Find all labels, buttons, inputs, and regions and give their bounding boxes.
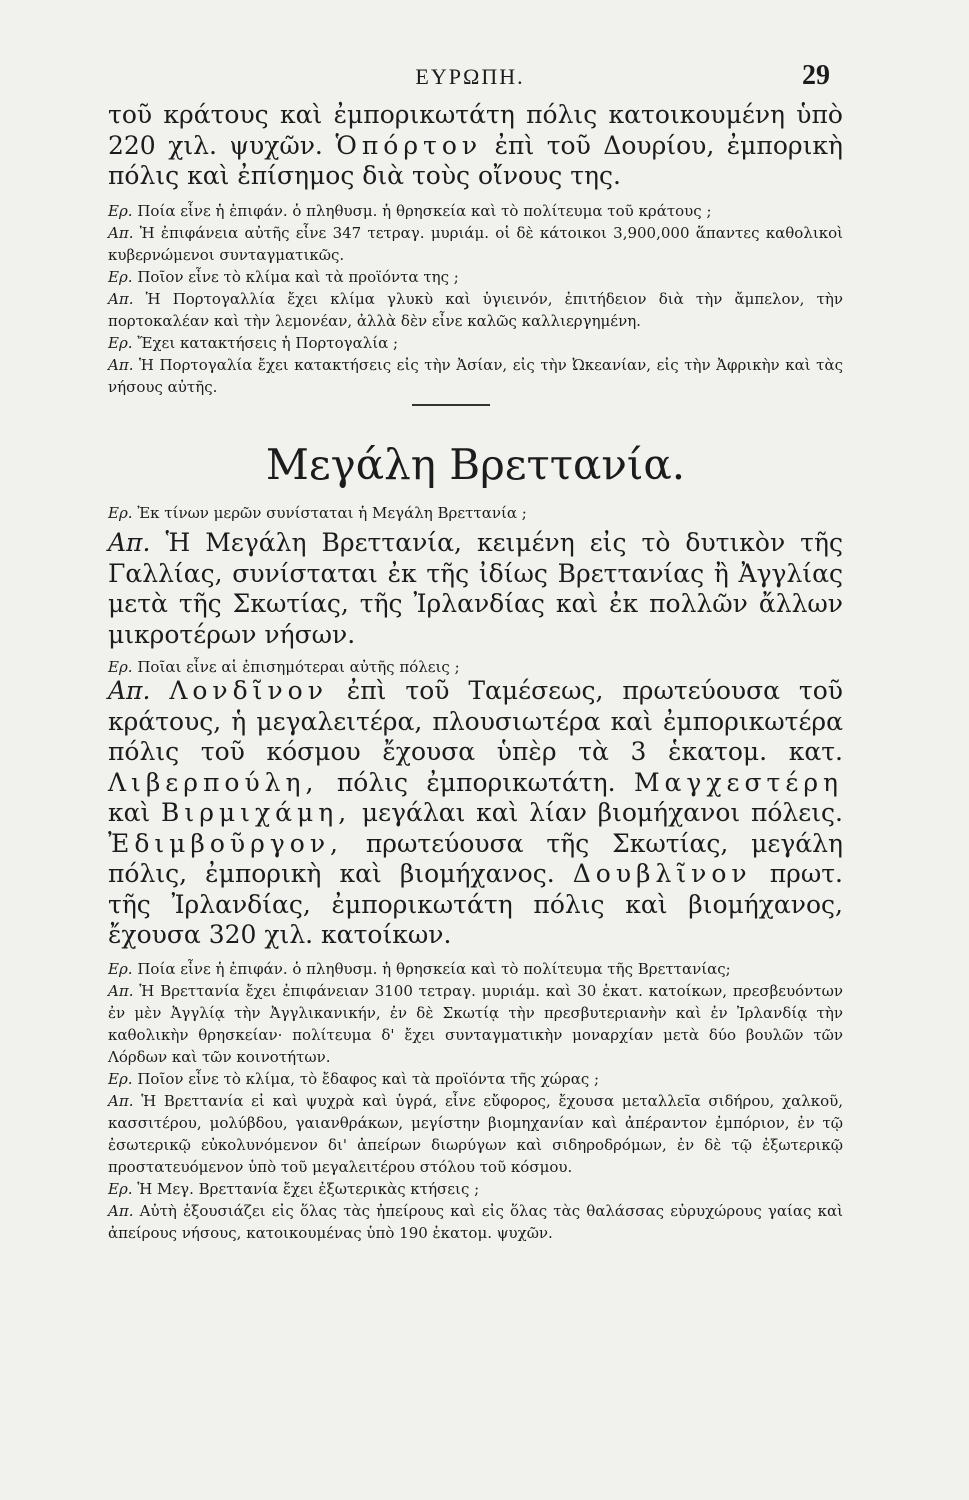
city-name: Ὁπόρτον xyxy=(335,130,483,160)
section-title: Μεγάλη Βρεττανία. xyxy=(265,440,686,489)
city-name: Δουβλῖνον xyxy=(572,859,752,888)
section-answer-1: Απ. Ἡ Μεγάλη Βρεττανία, κειμένη εἰς τὸ δυτικὸν τῆς Γαλλίας, συνίσταται ἐκ τῆς ἰδίως Βρεττανίας ἢ Ἀγγλίας μετὰ τῆς Σκωτίας, τῆς Ἰρλανδίας καὶ ἐκ πολλῶν ἄλλων μικροτέρων νήσων. xyxy=(108,528,843,649)
question: Ερ. Ποῖον εἶνε τὸ κλίμα καὶ τὰ προϊόντα της ; xyxy=(108,268,459,286)
city-name: Μαγχεστέρη xyxy=(633,767,843,797)
running-head: ΕΥΡΩΠΗ. xyxy=(415,64,525,89)
question: Ερ. Ποία εἶνε ἡ ἐπιφάν. ὁ πληθυσμ. ἡ θρησκεία καὶ τὸ πολίτευμα τῆς Βρεττανίας; xyxy=(108,960,731,978)
page-number: 29 xyxy=(802,60,830,91)
paragraph-text: ἐπὶ τοῦ Δουρίου, ἐμπορικὴ πόλις καὶ ἐπίσημος διὰ τοὺς οἴνους της. xyxy=(108,130,843,190)
answer: Απ. Ἡ Πορτογαλία ἔχει κατακτήσεις εἰς τὴν Ἀσίαν, εἰς τὴν Ὠκεανίαν, εἰς τὴν Ἀφρικὴν καὶ τὰς νήσους αὐτῆς. xyxy=(108,356,843,396)
city-name: Ἐδιμβοῦργον, xyxy=(108,828,343,858)
continuation-paragraph xyxy=(108,100,843,192)
city-name: Βιρμιχάμη, xyxy=(161,798,352,827)
question: Ερ. Ποία εἶνε ἡ ἐπιφάν. ὁ πληθυσμ. ἡ θρησκεία καὶ τὸ πολίτευμα τοῦ κράτους ; xyxy=(108,202,712,220)
paragraph-text: τοῦ κράτους καὶ ἐμπορικωτάτη πόλις κατοικουμένη ὑπὸ 220 χιλ. ψυχῶν. xyxy=(108,100,843,160)
answer: Απ. Αὐτὴ ἐξουσιάζει εἰς ὅλας τὰς ἠπείρους καὶ εἰς ὅλας τὰς θαλάσσας εὐρυχώρους γαίας καὶ ἀπείρους νήσους, κατοικουμένας ὑπὸ 190 ἑκατομ. ψυχῶν. xyxy=(108,1202,844,1242)
question: Ερ. Ἡ Μεγ. Βρεττανία ἔχει ἐξωτερικὰς κτήσεις ; xyxy=(108,1180,480,1198)
answer: Απ. Ἡ Βρεττανία ἔχει ἐπιφάνειαν 3100 τετραγ. μυριάμ. καὶ 30 ἑκατ. κατοίκων, πρεσβευόντων ἐν μὲν Ἀγγλίᾳ τὴν Ἀγγλικανικήν, ἐν δὲ Σκωτίᾳ τὴν πρεσβυτεριανὴν καὶ ἐν Ἰρλανδίᾳ τὴν καθολικὴν θρησκείαν· πολίτευμα δ' ἔχει συνταγματικὴν μοναρχίαν μετὰ δύο βουλῶν τῶν Λόρδων καὶ τῶν κοινοτήτων. xyxy=(108,982,843,1066)
answer: Απ. Ἡ ἐπιφάνεια αὐτῆς εἶνε 347 τετραγ. μυριάμ. οἱ δὲ κάτοικοι 3,900,000 ἅπαντες καθολικοὶ κυβερνώμενοι συνταγματικῶς. xyxy=(108,224,843,264)
portugal-qa xyxy=(108,200,843,398)
section-question-1: Ερ. Ἐκ τίνων μερῶν συνίσταται ἡ Μεγάλη Βρεττανία ; xyxy=(108,504,527,522)
answer: Απ. Ἡ Βρεττανία εἰ καὶ ψυχρὰ καὶ ὑγρά, εἶνε εὔφορος, ἔχουσα μεταλλεῖα σιδήρου, χαλκοῦ, κασσιτέρου, μολύβδου, γαιανθράκων, μεγίστην βιομηχανίαν καὶ ἀπέραντον ἐμπόριον, ἐν τῷ ἐσωτερικῷ εὐκολυνόμενον δι' ἀπείρων διωρύγων καὶ σιδηροδρόμων, ἐν δὲ τῷ ἐξωτερικῷ προστατευόμενον ὑπὸ τοῦ μεγαλειτέρου στόλου τοῦ κόσμου. xyxy=(108,1092,844,1176)
answer: Απ. Ἡ Πορτογαλλία ἔχει κλίμα γλυκὺ καὶ ὑγιεινόν, ἐπιτήδειον διὰ τὴν ἄμπελον, τὴν πορτοκαλέαν καὶ τὴν λεμονέαν, ἀλλὰ δὲν εἶνε καλῶς καλλιεργημένη. xyxy=(108,290,843,330)
city-name: Λιβερπούλη, xyxy=(108,767,319,797)
divider-rule xyxy=(412,404,490,406)
question: Ερ. Ποῖον εἶνε τὸ κλίμα, τὸ ἔδαφος καὶ τὰ προϊόντα τῆς χώρας ; xyxy=(108,1070,600,1088)
city-name: Λονδῖνον xyxy=(169,676,328,705)
section-question-2: Ερ. Ποῖαι εἶνε αἱ ἐπισημότεραι αὐτῆς πόλεις ; xyxy=(108,658,460,676)
page-header xyxy=(110,60,830,100)
section-small-qa xyxy=(108,958,843,1244)
section-answer-2: Απ. Λονδῖνον ἐπὶ τοῦ Ταμέσεως, πρωτεύουσα τοῦ κράτους, ἡ μεγαλειτέρα, πλουσιωτέρα καὶ ἐμπορικωτέρα πόλις τοῦ κόσμου ἔχουσα ὑπὲρ τὰ 3 ἑκατομ. κατ. Λιβερπούλη, πόλις ἐμπορικωτάτη. Μαγχεστέρη καὶ Βιρμιχάμη, μεγάλαι καὶ λίαν βιομήχανοι πόλεις. Ἐδιμβοῦργον, πρωτεύουσα τῆς Σκωτίας, μεγάλη πόλις, ἐμπορικὴ καὶ βιομήχανος. Δουβλῖνον πρωτ. τῆς Ἰρλανδίας, ἐμπορικωτάτη πόλις καὶ βιομήχανος, ἔχουσα 320 χιλ. κατοίκων. xyxy=(108,676,843,949)
question: Ερ. Ἔχει κατακτήσεις ἡ Πορτογαλία ; xyxy=(108,334,399,352)
